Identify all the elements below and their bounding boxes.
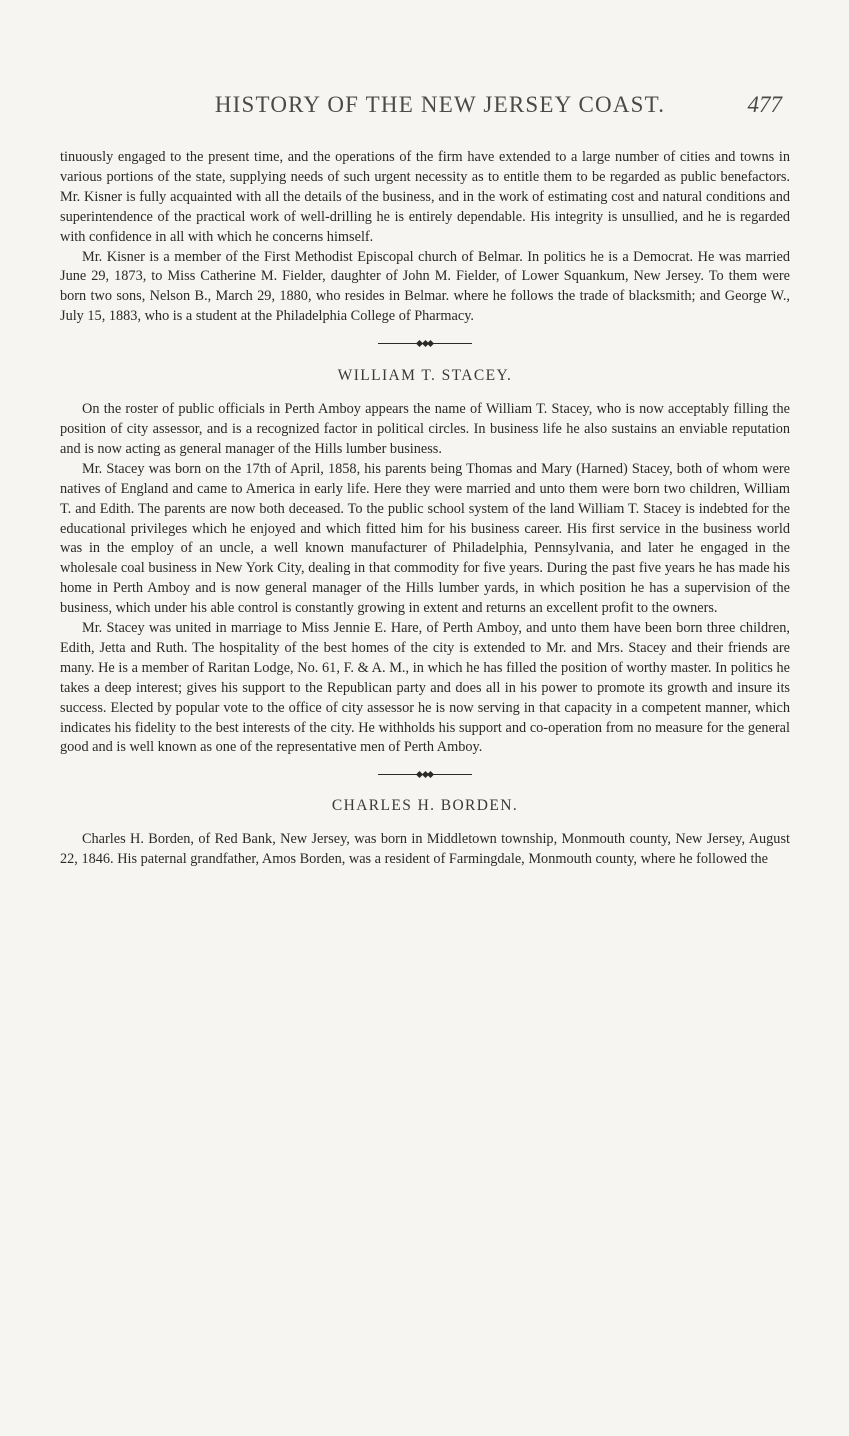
borden-paragraph-1: Charles H. Borden, of Red Bank, New Jersey, was born in Middletown township, Monmouth county, New Jersey, August 22, 1846. His paternal grandfather, Amos Borden, was a resident of Farmingdale, Monmouth county, where he followed the — [60, 831, 790, 868]
running-title: HISTORY OF THE NEW JERSEY COAST. — [214, 92, 666, 117]
running-header — [60, 92, 790, 126]
section-heading-william-stacey: WILLIAM T. STACEY. — [337, 367, 513, 385]
section-heading-charles-borden: CHARLES H. BORDEN. — [331, 797, 519, 815]
page-content — [60, 148, 790, 870]
continued-paragraph: tinuously engaged to the present time, and the operations of the firm have extended to a large number of cities and towns in various portions of the state, supplying needs of such urgent necessity as to entitle them to be regarded as public benefactors. Mr. Kisner is fully acquainted with all the details of the business, and in the work of estimating cost and natural conditions and superintendence of the practical work of well-drilling he is entirely dependable. His integrity is unsullied, and he is regarded with confidence in all with which he concerns himself. — [60, 149, 790, 245]
section-divider — [378, 343, 472, 344]
page-number: 477 — [747, 92, 782, 117]
stacey-paragraph-3: Mr. Stacey was united in marriage to Miss Jennie E. Hare, of Perth Amboy, and unto them have been born three children, Edith, Jetta and Ruth. The hospitality of the best homes of the city is extended to Mr. and Mrs. Stacey and their friends are many. He is a member of Raritan Lodge, No. 61, F. & A. M., in which he has filled the position of worthy master. In politics he takes a deep interest; gives his support to the Republican party and does all in his power to promote its growth and insure its success. Elected by popular vote to the office of city assessor he is now serving in that capacity in a competent manner, which indicates his fidelity to the best interests of the city. He withholds his support and co-operation from no measure for the general good and is well known as one of the representative men of Perth Amboy. — [60, 620, 790, 756]
stacey-paragraph-1: On the roster of public officials in Perth Amboy appears the name of William T. Stacey, who is now acceptably filling the position of city assessor, and is a recognized factor in political circles. In business life he also sustains an enviable reputation and is now acting as general manager of the Hills lumber business. — [60, 401, 790, 457]
stacey-paragraph-2: Mr. Stacey was born on the 17th of April, 1858, his parents being Thomas and Mary (Harned) Stacey, both of whom were natives of England and came to America in early life. Here they were married and unto them were born two children, William T. and Edith. The parents are now both deceased. To the public school system of the land William T. Stacey is indebted for the educational privileges which he enjoyed and which fitted him for his business career. His first service in the business world was in the employ of an uncle, a well known manufacturer of Philadelphia, Pennsylvania, and later he engaged in the wholesale coal business in New York City, dealing in that commodity for five years. During the past five years he has made his home in Perth Amboy and is now general manager of the Hills lumber yards, in which position he has a supervision of the business, which under his able control is constantly growing in extent and returns an excellent profit to the owners. — [60, 460, 790, 617]
section-divider — [378, 774, 472, 775]
divider-ornament-icon — [417, 338, 433, 348]
kisner-family-paragraph: Mr. Kisner is a member of the First Methodist Episcopal church of Belmar. In politics he is a Democrat. He was married June 29, 1873, to Miss Catherine M. Fielder, daughter of John M. Fielder, of Lower Squankum, New Jersey. To them were born two sons, Nelson B., March 29, 1880, who resides in Belmar. where he follows the trade of blacksmith; and George W., July 15, 1883, who is a student at the Philadelphia College of Pharmacy. — [60, 248, 790, 325]
divider-ornament-icon — [417, 769, 433, 779]
